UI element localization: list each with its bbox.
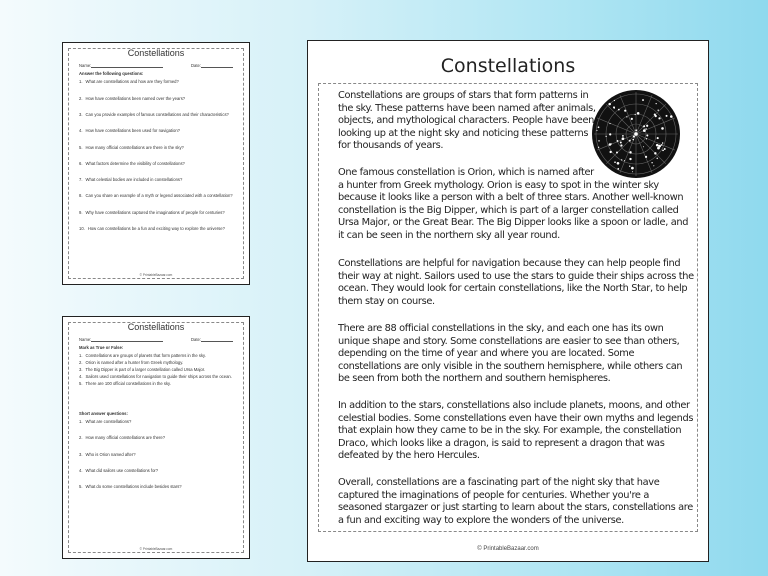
- footer: © PrintableBazaar.com: [139, 272, 173, 277]
- text-line: be seen from both the northern and southern hemispheres.: [338, 373, 611, 385]
- item-text: What are constellations?: [85, 419, 132, 424]
- item-number: 2.: [79, 435, 83, 441]
- text-line: it can be seen in the northern sky all year round.: [338, 229, 560, 241]
- name-label: Name:: [79, 337, 92, 342]
- item-number: 3.: [79, 112, 83, 117]
- item-text: Can you provide examples of famous constellations and their characteristics?: [85, 112, 229, 117]
- item-number: 5.: [79, 144, 83, 150]
- paragraph: [338, 167, 688, 243]
- text-line: In addition to the stars, constellations also include planets, moons, and other: [338, 400, 690, 411]
- item-text: What celestial bodies are included in constellations?: [85, 177, 183, 183]
- item-text: What are constellations and how are they formed?: [85, 79, 179, 85]
- reading-page: [307, 40, 709, 562]
- item-number: 3.: [79, 451, 83, 457]
- item-text: Sailors used constellations for navigation to guide their ships across the ocean.: [85, 373, 232, 379]
- item-number: 3.: [79, 367, 83, 372]
- text-line: defeated by the hero Hercules.: [338, 450, 480, 462]
- date-label: Date:: [190, 63, 201, 68]
- text-line: celestial bodies. Some constellations even have their own myths and legends: [338, 412, 694, 424]
- item-number: 1.: [79, 419, 83, 424]
- item-text: How have constellations been used for navigation?: [85, 128, 181, 134]
- name-label: Name:: [79, 63, 92, 68]
- page-title: Constellations: [440, 55, 576, 77]
- worksheet-questions: [62, 42, 250, 285]
- item-text: How can constellations be a fun and exciting way to explore the universe?: [87, 226, 225, 232]
- item-text: How have constellations been named over the years?: [85, 95, 186, 101]
- tf-instructions: Mark as True or False:: [79, 345, 124, 351]
- item-number: 1.: [79, 353, 83, 359]
- item-text: What did sailors use constellations for?: [85, 467, 159, 473]
- text-line: constellation is the Big Dipper, which is part of a larger constellation called: [338, 204, 679, 216]
- item-text: How many official constellations are there?: [85, 435, 166, 441]
- item-text: Can you share an example of a myth or legend associated with a constellation?: [85, 193, 233, 199]
- text-line: looking up at the night sky and noticing these patterns: [338, 127, 589, 139]
- text-line: One famous constellation is Orion, which is named after: [338, 167, 594, 178]
- item-text: Why have constellations captured the imaginations of people for centuries?: [85, 209, 225, 215]
- paragraph: [338, 258, 694, 308]
- item-text: There are 100 official constellations in the sky.: [85, 380, 172, 386]
- item-number: 5.: [79, 380, 83, 386]
- worksheet-border: [68, 322, 244, 553]
- text-line: Constellations are groups of stars that form patterns in: [338, 90, 589, 101]
- paragraph: [338, 477, 693, 527]
- sa-instructions: Short answer questions:: [79, 410, 128, 416]
- text-line: because it looks like a person with a belt of three stars. Another well-known: [338, 192, 684, 204]
- text-line: unique shape and story. Some constellations are easier to see than others,: [338, 335, 680, 347]
- item-text: What factors determine the visibility of constellations?: [85, 160, 185, 166]
- text-line: There are 88 official constellations in the sky, and each one has its own: [338, 323, 664, 334]
- text-line: captured the imaginations of people for centuries. Whether you're a: [338, 489, 650, 501]
- item-number: 9.: [79, 209, 83, 215]
- text-line: depending on the time of year and where you are located. Some: [338, 348, 635, 360]
- item-number: 1.: [79, 79, 83, 85]
- item-number: 10.: [79, 226, 85, 232]
- text-line: Overall, constellations are a fascinating part of the night sky that have: [338, 477, 660, 488]
- text-line: ocean. They would look for certain constellations, like the North Star, to help: [338, 283, 688, 295]
- worksheet-title: Constellations: [127, 322, 185, 332]
- item-text: How many official constellations are there in the sky?: [85, 144, 184, 150]
- item-text: Constellations are groups of planets that form patterns in the sky.: [85, 353, 206, 359]
- text-line: a fun and exciting way to explore the wonders of the universe.: [338, 514, 624, 526]
- text-line: objects, and mythological characters. People have been: [338, 115, 594, 127]
- instructions: Answer the following questions:: [79, 71, 144, 77]
- paragraph: [338, 90, 596, 153]
- item-number: 4.: [79, 467, 83, 473]
- text-line: Draco, which looks like a dragon, is said to represent a dragon that was: [338, 437, 665, 449]
- item-number: 4.: [79, 128, 83, 134]
- text-line: Ursa Major, or the Great Bear. The Big Dipper looks like a spoon or ladle, and: [338, 217, 689, 229]
- item-number: 5.: [79, 484, 83, 490]
- item-number: 2.: [79, 95, 83, 101]
- footer: © PrintableBazaar.com: [477, 546, 539, 552]
- item-text: Who is Orion named after?: [85, 451, 136, 457]
- worksheet-title: Constellations: [127, 48, 185, 58]
- item-text: Orion is named after a hunter from Greek mythology.: [85, 360, 184, 366]
- text-line: them stay on course.: [338, 295, 435, 307]
- item-number: 7.: [79, 177, 83, 183]
- item-number: 4.: [79, 373, 83, 379]
- item-number: 6.: [79, 160, 83, 166]
- text-line: a hunter from Greek mythology. Orion is easy to spot in the winter sky: [338, 179, 659, 191]
- text-line: Constellations are helpful for navigation because they can help people find: [338, 258, 681, 269]
- paragraph: [338, 400, 693, 463]
- text-line: seasoned stargazer or just starting to learn about the stars, constellations are: [338, 502, 693, 514]
- date-label: Date:: [190, 337, 201, 342]
- footer: © PrintableBazaar.com: [139, 546, 173, 551]
- item-number: 2.: [79, 360, 83, 366]
- text-line: the sky. These patterns have been named after animals,: [338, 102, 596, 114]
- item-number: 8.: [79, 193, 83, 199]
- item-text: What do some constellations include besides stars?: [85, 484, 182, 490]
- text-line: their way at night. Sailors used to use the stars to guide their ships across the: [338, 270, 694, 282]
- text-line: that explain how they came to be in the sky. For example, the constellation: [338, 425, 682, 437]
- worksheet-true-false: [62, 316, 250, 559]
- paragraph: [338, 323, 682, 386]
- worksheet-border: [68, 48, 244, 279]
- text-line: constellations are only visible in the southern hemisphere, while others can: [338, 360, 683, 372]
- item-text: The Big Dipper is part of a larger constellation called Ursa Major.: [85, 367, 206, 372]
- text-line: for thousands of years.: [338, 140, 444, 152]
